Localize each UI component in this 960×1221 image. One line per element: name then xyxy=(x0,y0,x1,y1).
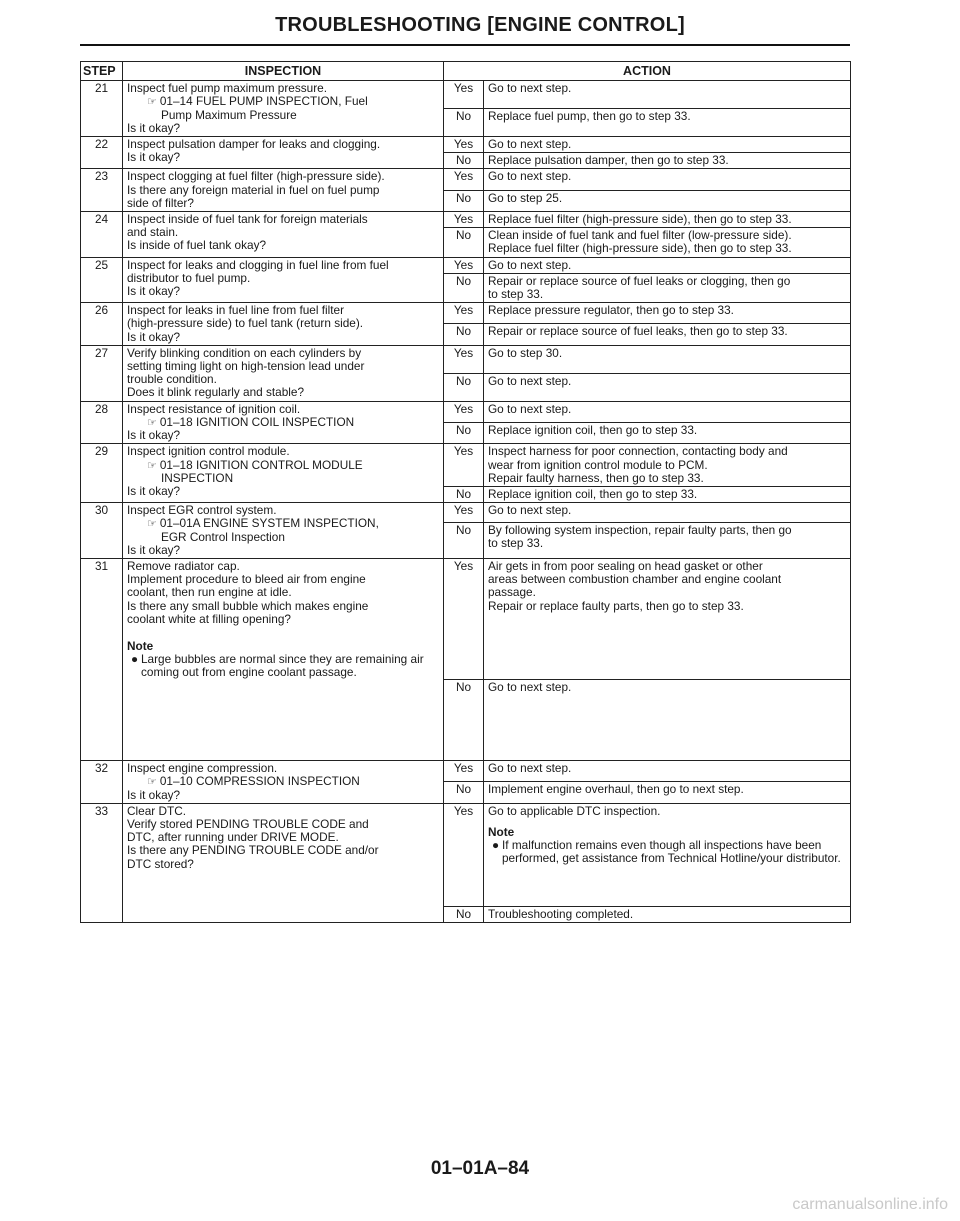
action-line: Repair or replace faulty parts, then go to step 33. xyxy=(488,598,744,613)
step-number: 23 xyxy=(81,169,123,212)
no-label: No xyxy=(444,153,484,169)
reference-continuation: INSPECTION xyxy=(161,470,234,485)
column-header-action: ACTION xyxy=(444,62,851,81)
action-line: Repair faulty harness, then go to step 33. xyxy=(488,470,704,485)
note-heading: Note xyxy=(127,639,154,654)
action-line: Replace pulsation damper, then go to step 33. xyxy=(488,153,729,168)
reference xyxy=(127,95,439,108)
step-number: 29 xyxy=(81,444,123,503)
yes-action xyxy=(484,81,851,109)
inspection-line: side of filter? xyxy=(127,195,194,210)
inspection-line: (high-pressure side) to fuel tank (return side). xyxy=(127,316,364,331)
step-number: 32 xyxy=(81,761,123,804)
action-line: Go to next step. xyxy=(488,81,572,95)
table-row xyxy=(81,761,851,782)
note-heading: Note xyxy=(488,824,515,839)
action-line: Go to next step. xyxy=(488,136,572,151)
step-number: 33 xyxy=(81,803,123,922)
inspection-line: Inspect fuel pump maximum pressure. xyxy=(127,81,327,95)
inspection-cell xyxy=(123,257,444,303)
yes-label: Yes xyxy=(444,81,484,109)
yes-action xyxy=(484,444,851,487)
action-line: Replace fuel pump, then go to step 33. xyxy=(488,108,691,123)
inspection-line: Inspect engine compression. xyxy=(127,761,278,776)
inspection-line: Inspect clogging at fuel filter (high-pressure side). xyxy=(127,169,385,184)
action-line: Go to next step. xyxy=(488,373,572,388)
reference-text: 01–14 FUEL PUMP INSPECTION, Fuel xyxy=(159,94,368,109)
inspection-cell xyxy=(123,503,444,559)
inspection-cell xyxy=(123,303,444,346)
no-action xyxy=(484,190,851,211)
no-label: No xyxy=(444,108,484,136)
inspection-question: Is it okay? xyxy=(127,120,181,135)
table-row xyxy=(81,169,851,190)
inspection-line: Inspect resistance of ignition coil. xyxy=(127,401,301,416)
reference-text: 01–18 IGNITION COIL INSPECTION xyxy=(159,414,355,429)
inspection-question: Does it blink regularly and stable? xyxy=(127,385,305,400)
action-line: to step 33. xyxy=(488,286,544,301)
action-line: Go to next step. xyxy=(488,680,572,695)
reference-arrow-icon: ☞ xyxy=(147,518,157,531)
inspection-question: Is it okay? xyxy=(127,542,181,557)
yes-label: Yes xyxy=(444,401,484,422)
action-line: Replace fuel filter (high-pressure side), then go to step 33. xyxy=(488,211,792,226)
no-action xyxy=(484,273,851,302)
no-label: No xyxy=(444,422,484,443)
inspection-question: Is it okay? xyxy=(127,787,181,802)
column-header-inspection: INSPECTION xyxy=(123,62,444,81)
yes-action xyxy=(484,803,851,906)
inspection-question: Is inside of fuel tank okay? xyxy=(127,238,267,253)
table-header-row xyxy=(81,62,851,81)
inspection-line: distributor to fuel pump. xyxy=(127,270,251,285)
title-rule xyxy=(80,44,850,46)
inspection-cell xyxy=(123,761,444,804)
table-row xyxy=(81,401,851,422)
yes-action xyxy=(484,761,851,782)
inspection-line: Inspect ignition control module. xyxy=(127,444,290,459)
no-label: No xyxy=(444,680,484,761)
inspection-line: coolant white at filling opening? xyxy=(127,611,291,626)
inspection-question: Is it okay? xyxy=(127,283,181,298)
reference xyxy=(127,775,439,788)
action-line: Replace pressure regulator, then go to step 33. xyxy=(488,303,734,318)
inspection-line: and stain. xyxy=(127,225,179,240)
reference xyxy=(127,459,439,472)
inspection-line: Inspect EGR control system. xyxy=(127,503,277,518)
page-title: TROUBLESHOOTING [ENGINE CONTROL] xyxy=(275,14,685,36)
no-action xyxy=(484,373,851,401)
inspection-question: Is it okay? xyxy=(127,428,181,443)
reference-continuation: EGR Control Inspection xyxy=(161,529,285,544)
no-label: No xyxy=(444,373,484,401)
reference-text: 01–01A ENGINE SYSTEM INSPECTION, xyxy=(159,516,379,531)
no-label: No xyxy=(444,906,484,922)
action-line: Go to next step. xyxy=(488,401,572,416)
action-line: Implement engine overhaul, then go to next step. xyxy=(488,782,744,797)
yes-label: Yes xyxy=(444,444,484,487)
yes-action xyxy=(484,345,851,373)
step-number: 26 xyxy=(81,303,123,346)
step-number: 22 xyxy=(81,136,123,168)
no-action xyxy=(484,422,851,443)
yes-label: Yes xyxy=(444,136,484,152)
reference-arrow-icon: ☞ xyxy=(147,96,157,109)
no-action xyxy=(484,782,851,803)
table-row xyxy=(81,81,851,109)
step-number: 30 xyxy=(81,503,123,559)
inspection-question: Is it okay? xyxy=(127,329,181,344)
reference-arrow-icon: ☞ xyxy=(147,459,157,472)
no-label: No xyxy=(444,782,484,803)
table-row xyxy=(81,211,851,227)
inspection-line: Verify stored PENDING TROUBLE CODE and xyxy=(127,816,369,831)
no-action xyxy=(484,522,851,558)
no-action xyxy=(484,228,851,257)
action-line: to step 33. xyxy=(488,536,544,551)
step-number: 31 xyxy=(81,559,123,761)
yes-action xyxy=(484,503,851,523)
action-line: Replace fuel filter (high-pressure side), then go to step 33. xyxy=(488,241,792,256)
action-line: Replace ignition coil, then go to step 33. xyxy=(488,422,698,437)
step-number: 24 xyxy=(81,211,123,257)
inspection-line: Implement procedure to bleed air from engine xyxy=(127,572,366,587)
action-line: Go to next step. xyxy=(488,761,572,776)
no-action xyxy=(484,486,851,502)
no-label: No xyxy=(444,228,484,257)
inspection-question: Is it okay? xyxy=(127,484,181,499)
no-label: No xyxy=(444,486,484,502)
inspection-cell xyxy=(123,211,444,257)
action-line: passage. xyxy=(488,585,536,600)
inspection-line: Inspect for leaks and clogging in fuel line from fuel xyxy=(127,257,389,272)
action-line: areas between combustion chamber and engine coolant xyxy=(488,572,782,587)
inspection-line: setting timing light on high-tension lead under xyxy=(127,358,365,373)
yes-action xyxy=(484,211,851,227)
yes-action xyxy=(484,401,851,422)
yes-label: Yes xyxy=(444,503,484,523)
inspection-cell xyxy=(123,81,444,137)
action-line: Go to next step. xyxy=(488,169,572,184)
yes-label: Yes xyxy=(444,559,484,680)
step-number: 25 xyxy=(81,257,123,303)
table-body xyxy=(81,81,851,923)
reference-text: 01–18 IGNITION CONTROL MODULE xyxy=(159,457,363,472)
inspection-line: DTC, after running under DRIVE MODE. xyxy=(127,830,339,845)
inspection-cell xyxy=(123,169,444,212)
no-action xyxy=(484,906,851,922)
table-row xyxy=(81,503,851,523)
reference-arrow-icon: ☞ xyxy=(147,776,157,789)
table-row xyxy=(81,136,851,152)
inspection-cell xyxy=(123,444,444,503)
inspection-line: Is there any foreign material in fuel on fuel pump xyxy=(127,182,380,197)
step-number: 28 xyxy=(81,401,123,444)
yes-label: Yes xyxy=(444,761,484,782)
reference-text: 01–10 COMPRESSION INSPECTION xyxy=(159,774,360,789)
action-line: Go to step 25. xyxy=(488,190,563,205)
no-label: No xyxy=(444,324,484,345)
table-row xyxy=(81,303,851,324)
column-header-step: STEP xyxy=(81,62,123,81)
action-line: Repair or replace source of fuel leaks or clogging, then go xyxy=(488,273,791,288)
note-item-text: If malfunction remains even though all inspections have been performed, get assistance from Technical Hotline/your distributor. xyxy=(502,838,841,866)
yes-action xyxy=(484,136,851,152)
inspection-line: Inspect inside of fuel tank for foreign materials xyxy=(127,211,368,226)
inspection-line: Clear DTC. xyxy=(127,803,186,818)
yes-label: Yes xyxy=(444,345,484,373)
yes-label: Yes xyxy=(444,257,484,273)
action-line: Go to next step. xyxy=(488,257,572,272)
table-row xyxy=(81,444,851,487)
inspection-line: Is there any PENDING TROUBLE CODE and/or xyxy=(127,843,379,858)
reference-arrow-icon: ☞ xyxy=(147,416,157,429)
inspection-line: trouble condition. xyxy=(127,372,217,387)
action-line: Repair or replace source of fuel leaks, then go to step 33. xyxy=(488,324,788,339)
yes-label: Yes xyxy=(444,303,484,324)
reference-continuation: Pump Maximum Pressure xyxy=(161,107,297,122)
yes-label: Yes xyxy=(444,169,484,190)
yes-label: Yes xyxy=(444,211,484,227)
no-label: No xyxy=(444,522,484,558)
inspection-line: Remove radiator cap. xyxy=(127,559,240,574)
inspection-line: Verify blinking condition on each cylinders by xyxy=(127,345,362,360)
action-line: wear from ignition control module to PCM. xyxy=(488,457,708,472)
inspection-line: Inspect pulsation damper for leaks and clogging. xyxy=(127,136,381,151)
no-action xyxy=(484,680,851,761)
action-line: By following system inspection, repair faulty parts, then go xyxy=(488,522,792,537)
reference xyxy=(127,416,439,429)
note-item xyxy=(488,839,846,865)
inspection-cell xyxy=(123,345,444,401)
no-label: No xyxy=(444,190,484,211)
action-line: Troubleshooting completed. xyxy=(488,906,634,921)
table-row xyxy=(81,559,851,680)
inspection-line: coolant, then run engine at idle. xyxy=(127,585,292,600)
action-line: Air gets in from poor sealing on head gasket or other xyxy=(488,559,763,574)
inspection-line: Inspect for leaks in fuel line from fuel filter xyxy=(127,303,345,318)
action-line: Inspect harness for poor connection, contacting body and xyxy=(488,444,788,459)
bullet-icon: ● xyxy=(131,652,139,667)
action-line: Replace ignition coil, then go to step 33. xyxy=(488,486,698,501)
no-action xyxy=(484,324,851,345)
note-item xyxy=(127,653,439,679)
yes-action xyxy=(484,559,851,680)
action-line: Go to next step. xyxy=(488,503,572,518)
step-number: 27 xyxy=(81,345,123,401)
no-action xyxy=(484,108,851,136)
action-line: Go to step 30. xyxy=(488,345,563,360)
reference xyxy=(127,517,439,530)
page-number: 01–01A–84 xyxy=(430,1158,530,1179)
watermark: carmanualsonline.info xyxy=(792,1196,948,1213)
troubleshooting-table xyxy=(80,61,851,923)
inspection-line: Is there any small bubble which makes engine xyxy=(127,598,369,613)
yes-action xyxy=(484,169,851,190)
inspection-cell xyxy=(123,803,444,922)
note-item-text: Large bubbles are normal since they are remaining air coming out from engine coolant passage. xyxy=(141,652,424,680)
yes-action xyxy=(484,257,851,273)
inspection-question: Is it okay? xyxy=(127,150,181,165)
action-line: Go to applicable DTC inspection. xyxy=(488,803,661,818)
no-action xyxy=(484,153,851,169)
yes-label: Yes xyxy=(444,803,484,906)
table-row xyxy=(81,345,851,373)
bullet-icon: ● xyxy=(492,838,500,853)
inspection-cell xyxy=(123,136,444,168)
action-line: Clean inside of fuel tank and fuel filter (low-pressure side). xyxy=(488,228,792,243)
inspection-cell xyxy=(123,401,444,444)
inspection-cell xyxy=(123,559,444,761)
inspection-line: DTC stored? xyxy=(127,856,194,871)
yes-action xyxy=(484,303,851,324)
table-row xyxy=(81,803,851,906)
table-row xyxy=(81,257,851,273)
no-label: No xyxy=(444,273,484,302)
step-number: 21 xyxy=(81,81,123,137)
